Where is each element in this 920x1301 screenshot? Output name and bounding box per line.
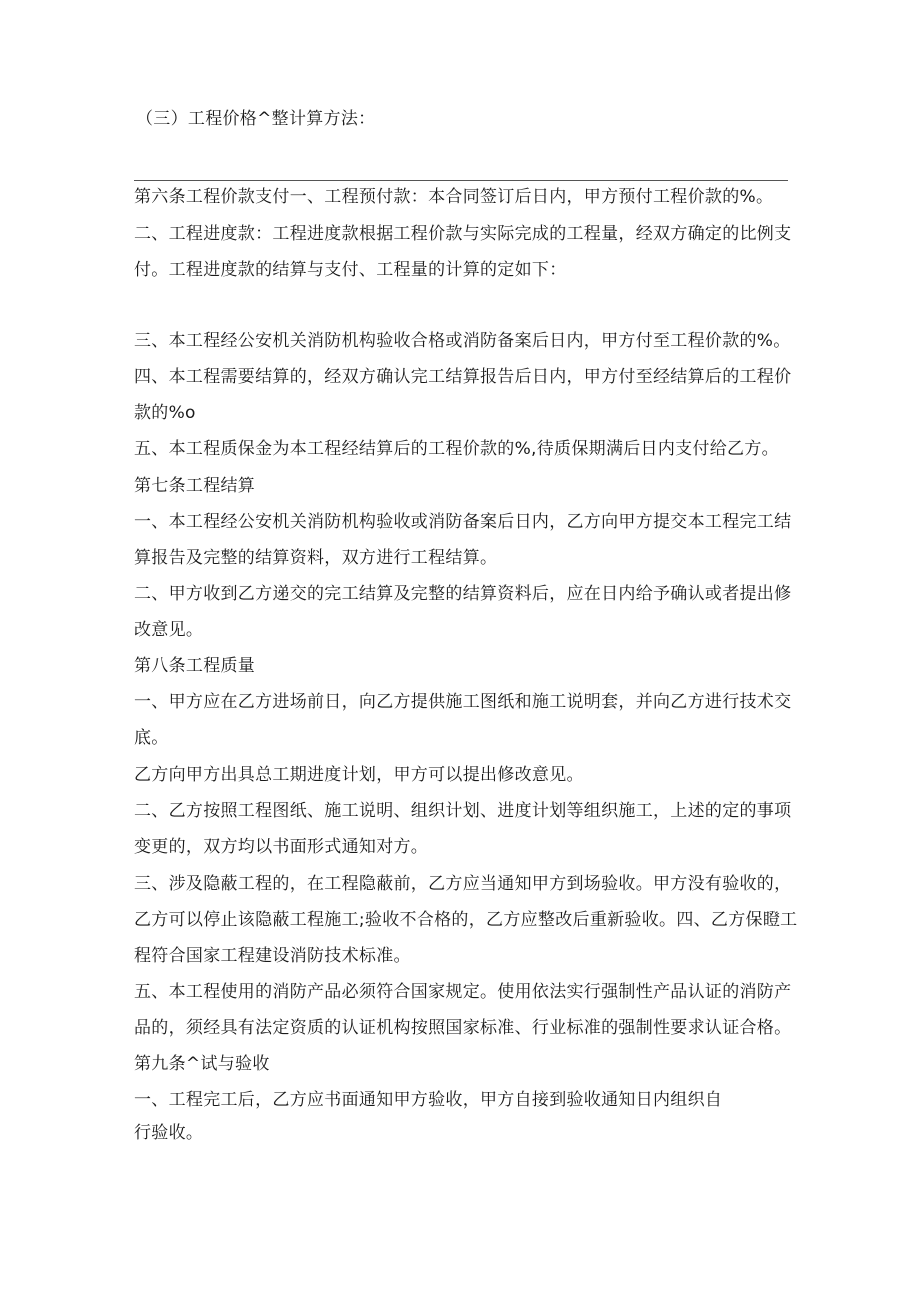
article-8-line-8: 程符合国家工程建设消防技术标准。 xyxy=(134,946,411,966)
article-8-line-1: 一、甲方应在乙方进场前日，向乙方提供施工图纸和施工说明套，并向乙方进行技术交 xyxy=(134,692,792,712)
article-8-line-9: 五、本工程使用的消防产品必须符合国家规定。使用依法实行强制性产品认证的消防产 xyxy=(134,982,792,1002)
article-7-line-3: 二、甲方收到乙方递交的完工结算及完整的结算资料后，应在日内给予确认或者提出修 xyxy=(134,584,792,604)
section-heading-price-adjustment: （三）工程价格^整计算方法： xyxy=(136,109,376,129)
article-8-line-7: 乙方可以停止该隐蔽工程施工;验收不合格的，乙方应整改后重新验收。四、乙方保瞪工 xyxy=(134,910,798,930)
article-9-line-1: 一、工程完工后，乙方应书面通知甲方验收，甲方自接到验收通知日内组织自 xyxy=(134,1090,723,1110)
article-7-line-2: 算报告及完整的结算资料，双方进行工程结算。 xyxy=(134,548,498,568)
article-7-heading: 第七条工程结算 xyxy=(134,476,256,496)
article-6-line-1: 第六条工程价款支付一、工程预付款：本合同签订后日内，甲方预付工程价款的%。 xyxy=(134,187,774,207)
article-8-line-4: 二、乙方按照工程图纸、施工说明、组织计划、进度计划等组织施工，上述的定的事项 xyxy=(134,801,792,821)
article-8-line-6: 三、涉及隐蔽工程的，在工程隐蔽前，乙方应当通知甲方到场验收。甲方没有验收的， xyxy=(134,874,792,894)
article-9-line-2: 行验收。 xyxy=(134,1123,204,1143)
article-9-heading: 第九条^试与验收 xyxy=(134,1054,270,1074)
article-8-line-2: 底。 xyxy=(134,728,169,748)
article-8-heading: 第八条工程质量 xyxy=(134,656,256,676)
article-7-line-4: 改意见。 xyxy=(134,620,204,640)
article-6-line-5: 四、本工程需要结算的，经双方确认完工结算报告后日内，甲方付至经结算后的工程价 xyxy=(134,367,792,387)
article-6-line-3: 付。工程进度款的结算与支付、工程量的计算的定如下： xyxy=(134,260,567,280)
article-8-line-10: 品的，须经具有法定资质的认证机构按照国家标准、行业标准的强制性要求认证合格。 xyxy=(134,1018,792,1038)
article-7-line-1: 一、本工程经公安机关消防机构验收或消防备案后日内，乙方向甲方提交本工程完工结 xyxy=(134,512,792,532)
article-6-line-7: 五、本工程质保金为本工程经结算后的工程价款的%,待质保期满后日内支付给乙方。 xyxy=(134,439,779,459)
article-6-line-4: 三、本工程经公安机关消防机构验收合格或消防备案后日内，甲方付至工程价款的%。 xyxy=(134,331,791,351)
article-6-line-2: 二、工程进度款：工程进度款根据工程价款与实际完成的工程量，经双方确定的比例支 xyxy=(134,224,792,244)
article-6-line-6: 款的%o xyxy=(134,403,196,423)
horizontal-rule xyxy=(134,180,788,181)
article-8-line-3: 乙方向甲方出具总工期进度计划，甲方可以提出修改意见。 xyxy=(134,765,584,785)
article-8-line-5: 变更的，双方均以书面形式通知对方。 xyxy=(134,837,429,857)
